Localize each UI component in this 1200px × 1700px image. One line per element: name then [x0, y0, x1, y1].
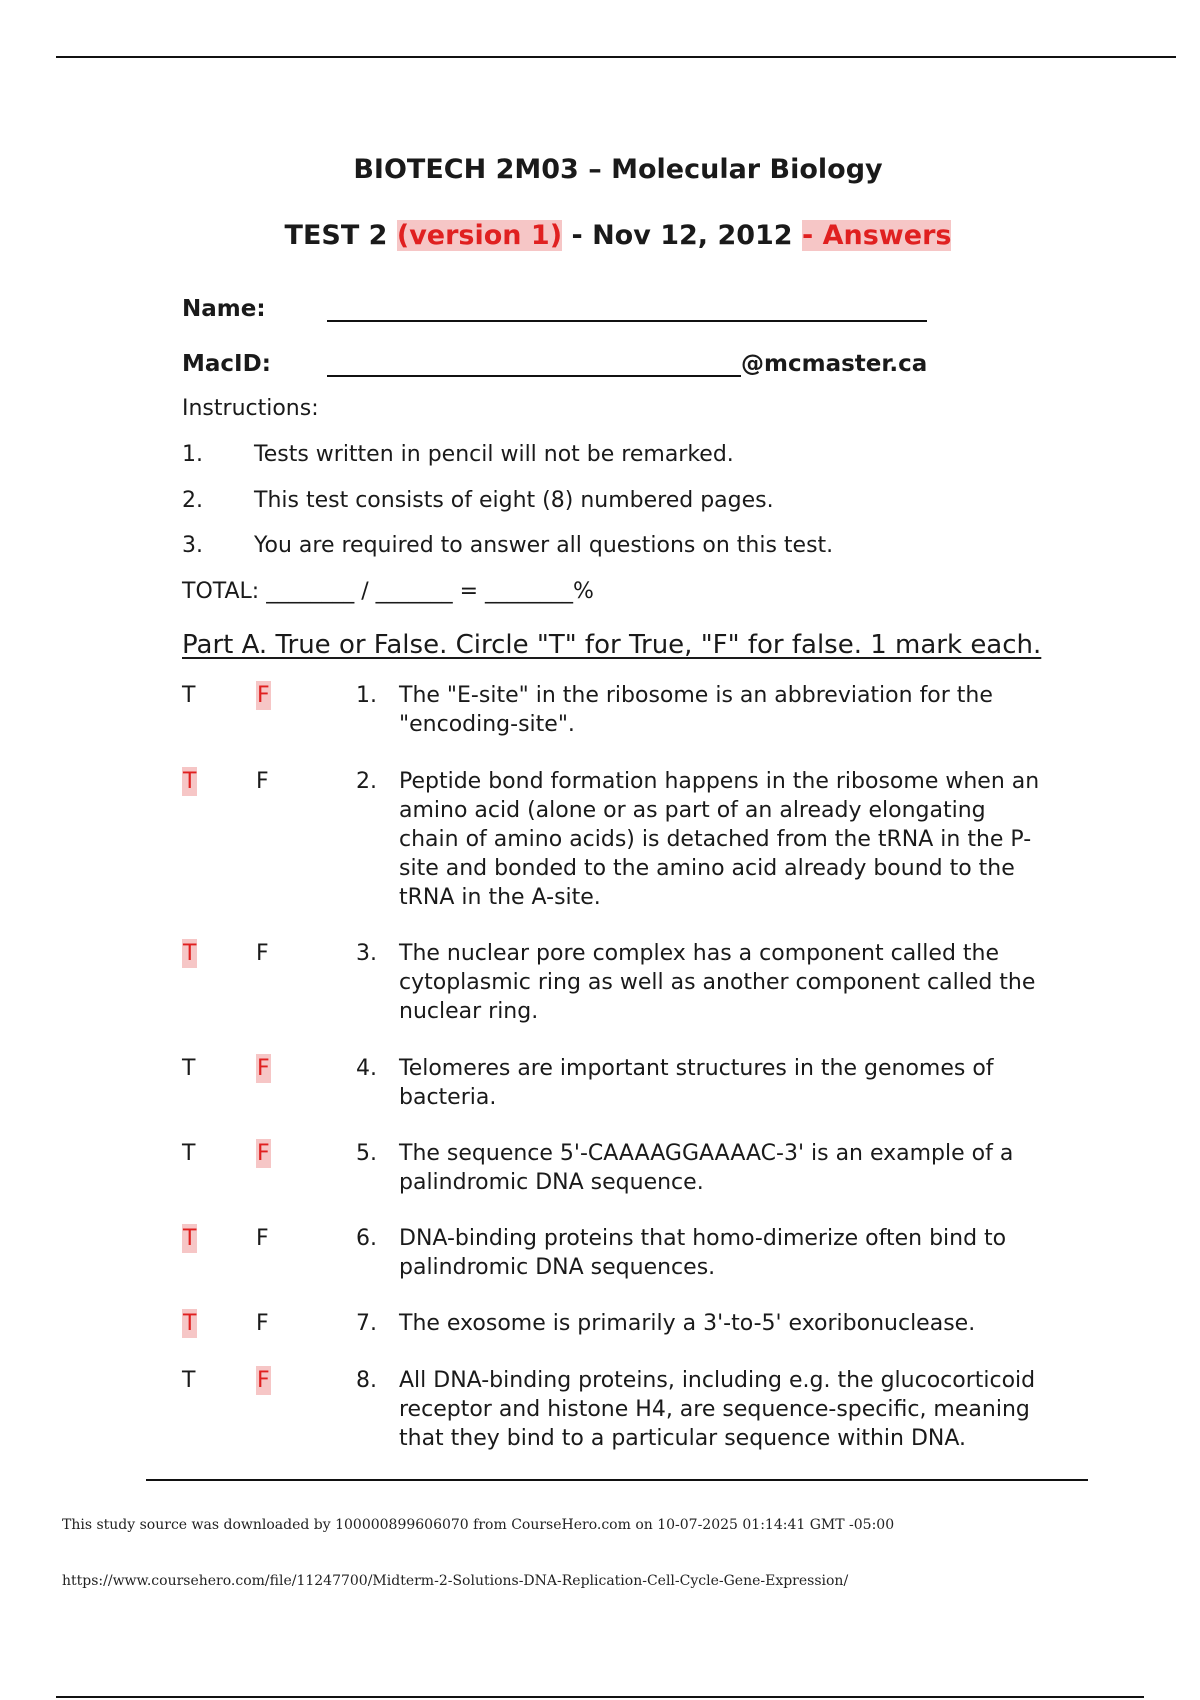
section-divider	[146, 1479, 1088, 1481]
question-number: 6.	[356, 1226, 377, 1251]
true-option[interactable]: T	[183, 941, 197, 966]
false-option[interactable]: F	[256, 1311, 269, 1336]
question-text: All DNA-binding proteins, including e.g. the glucocorticoid receptor and histone H4, are sequence-specific, meaning that they bind to a particular sequence within DNA.	[399, 1368, 1036, 1451]
false-option[interactable]: F	[257, 1056, 270, 1081]
instruction-text: You are required to answer all questions on this test.	[254, 533, 834, 558]
email-suffix: @mcmaster.ca	[741, 351, 928, 377]
macid-blank-line	[327, 375, 741, 377]
question-text: DNA-binding proteins that homo-dimerize often bind to palindromic DNA sequences.	[399, 1226, 1007, 1280]
name-blank-line	[327, 320, 927, 322]
question-text: Peptide bond formation happens in the ribosome when an amino acid (alone or as part of an already elongating chain of amino acids) is detached from the tRNA in the P-site and bonded to the amino acid already bound to the tRNA in the A-site.	[399, 769, 1040, 910]
false-option[interactable]: F	[256, 1226, 269, 1251]
true-option[interactable]: T	[183, 1311, 197, 1336]
name-label: Name:	[182, 296, 266, 322]
instruction-number: 3.	[182, 533, 203, 558]
question-number: 3.	[356, 941, 377, 966]
true-option[interactable]: T	[182, 683, 196, 708]
true-option[interactable]: T	[182, 1368, 196, 1393]
version-label: (version 1)	[396, 220, 563, 251]
question-number: 2.	[356, 769, 377, 794]
total-line: TOTAL: ________ / _______ = ________%	[182, 579, 594, 604]
course-title: BIOTECH 2M03 – Molecular Biology	[353, 154, 883, 185]
download-note: This study source was downloaded by 100000899606070 from CourseHero.com on 10-07-2025 01:14:41 GMT -05:00	[62, 1517, 895, 1533]
true-option[interactable]: T	[182, 1056, 196, 1081]
true-option[interactable]: T	[183, 1226, 197, 1251]
question-text: The nuclear pore complex has a component called the cytoplasmic ring as well as another component called the nuclear ring.	[399, 941, 1036, 1024]
false-option[interactable]: F	[256, 941, 269, 966]
true-option[interactable]: T	[183, 769, 197, 794]
top-rule	[56, 56, 1176, 58]
instruction-text: This test consists of eight (8) numbered pages.	[254, 488, 774, 513]
question-text: The sequence 5'-CAAAAGGAAAAC-3' is an example of a palindromic DNA sequence.	[399, 1141, 1014, 1195]
instructions-heading: Instructions:	[182, 396, 319, 421]
question-text: Telomeres are important structures in the genomes of bacteria.	[399, 1056, 994, 1110]
macid-label: MacID:	[182, 351, 271, 377]
false-option[interactable]: F	[256, 769, 269, 794]
bottom-rule	[56, 1696, 1144, 1698]
question-number: 4.	[356, 1056, 377, 1081]
question-number: 8.	[356, 1368, 377, 1393]
instruction-number: 2.	[182, 488, 203, 513]
answers-label: - Answers	[802, 220, 952, 251]
instruction-text: Tests written in pencil will not be remarked.	[254, 442, 734, 467]
question-text: The "E-site" in the ribosome is an abbreviation for the "encoding-site".	[399, 683, 993, 737]
false-option[interactable]: F	[257, 1141, 270, 1166]
question-text: The exosome is primarily a 3'-to-5' exoribonuclease.	[399, 1311, 976, 1336]
test-prefix: TEST 2	[284, 220, 388, 251]
question-number: 5.	[356, 1141, 377, 1166]
question-number: 1.	[356, 683, 377, 708]
question-number: 7.	[356, 1311, 377, 1336]
source-url[interactable]: https://www.coursehero.com/file/11247700/Midterm-2-Solutions-DNA-Replication-Cell-Cycle-Gene-Expression/	[62, 1573, 849, 1589]
instruction-number: 1.	[182, 442, 203, 467]
false-option[interactable]: F	[257, 1368, 270, 1393]
test-date: - Nov 12, 2012	[571, 220, 793, 251]
false-option[interactable]: F	[257, 683, 270, 708]
test-title	[0, 220, 1200, 251]
part-a-title: Part A. True or False. Circle "T" for True, "F" for false. 1 mark each.	[182, 630, 1042, 660]
true-option[interactable]: T	[182, 1141, 196, 1166]
